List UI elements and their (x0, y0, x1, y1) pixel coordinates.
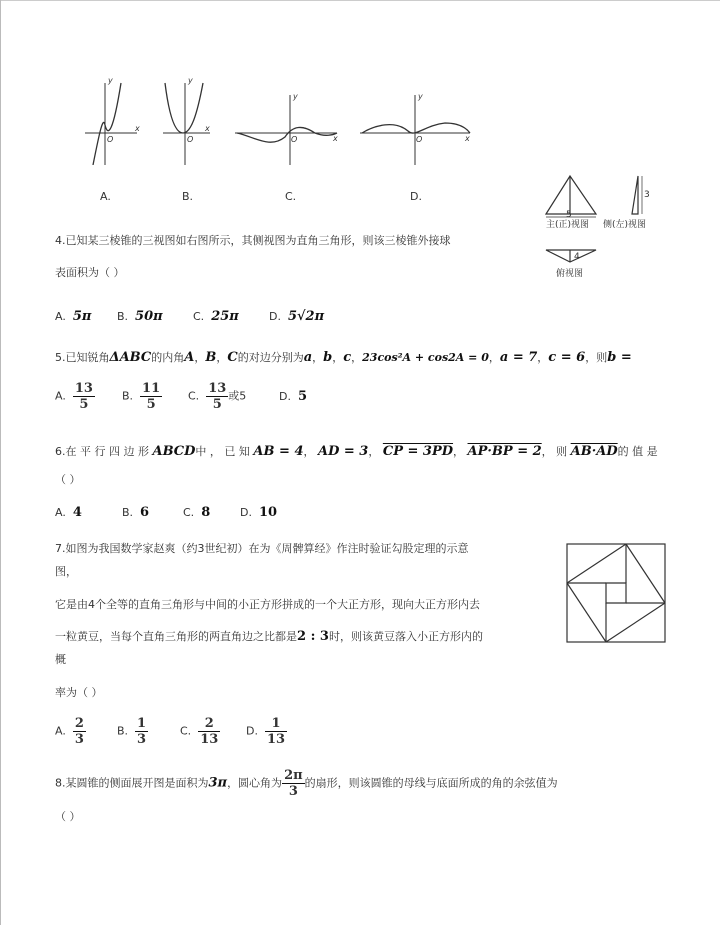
option-fraction: $\frac{2}{3}$ (74, 716, 84, 747)
q4-line1: 4.已知某三棱锥的三视图如右图所示，其侧视图为直角三角形，则该三棱锥外接球 (55, 234, 451, 247)
q5-equation: 23cos²A + cos2A = 0 (362, 351, 489, 364)
option-key: D. (246, 724, 258, 738)
q5-option-a[interactable] (55, 381, 95, 412)
option-value: 25π (211, 309, 239, 324)
option-value: 5 (297, 389, 308, 404)
q8-angle-fraction: $\frac{2\pi}{3}$ (284, 768, 303, 799)
option-fraction: $\frac{1}{3}$ (137, 716, 147, 747)
q7-option-c[interactable] (180, 716, 220, 747)
q5-side-c: c (343, 350, 352, 365)
option-value: 5π (72, 309, 92, 324)
q5-text: 的内角 (151, 351, 185, 364)
q6-text: 6.在 平 行 四 边 形 (55, 445, 149, 458)
q6-option-d[interactable] (240, 505, 277, 520)
q7-line1: 7.如图为我国数学家赵爽（约3世纪初）在为《周髀算经》作注时验证勾股定理的示意 (55, 542, 469, 555)
q6-paren: （ ） (55, 473, 81, 486)
q4-option-c[interactable] (193, 309, 239, 324)
q5-side-a: a (303, 350, 313, 365)
dim-label-4: 4 (574, 252, 580, 262)
q4-option-b[interactable] (117, 309, 163, 324)
q7-text: 时，则该黄豆落入小正方形内的 (328, 630, 483, 643)
q6-vector-cp: CP = 3PD (382, 444, 454, 459)
option-key: D. (269, 310, 281, 323)
svg-text:x: x (333, 134, 338, 143)
q7-option-d[interactable] (246, 716, 287, 747)
q8-paren: （ ） (55, 810, 81, 823)
svg-text:x: x (205, 124, 210, 133)
q5-c-value: c = 6 (548, 350, 586, 365)
q6-parallelogram: ABCD (152, 444, 196, 459)
option-key: D. (279, 390, 291, 403)
svg-text:y: y (293, 92, 298, 101)
graph-label-a: A. (100, 190, 111, 203)
q5-then: ，则 (585, 351, 608, 364)
q5-angle-c: C (227, 350, 238, 365)
option-value: 4 (72, 505, 82, 520)
q7-text: 一粒黄豆，当每个直角三角形的两直角边之比都是 (55, 630, 297, 643)
option-key: B. (122, 506, 134, 519)
q5-side-b: b (323, 350, 333, 365)
page-border-left (0, 0, 1, 925)
q5-option-b[interactable] (122, 381, 162, 412)
svg-text:O: O (416, 135, 423, 144)
top-view-label: 俯视图 (556, 269, 584, 279)
svg-text:y: y (108, 76, 113, 85)
q7-option-a[interactable] (55, 716, 86, 747)
option-fraction: $\frac{13}{5}$ (74, 381, 93, 412)
q7-line3: 它是由4个全等的直角三角形与中间的小正方形拼成的一个大正方形，现向大正方形内去 (55, 598, 480, 611)
q5-option-d[interactable] (279, 389, 307, 404)
option-key: A. (55, 310, 66, 323)
q4-line2: 表面积为（ ） (55, 266, 125, 279)
q8-text: ，圆心角为 (227, 776, 283, 790)
q7-line6: 率为（ ） (55, 686, 103, 699)
q6-stem: 6.在 平 行 四 边 形 ABCD中 ， 已 知 AB = 4， AD = 3， CP = 3PD， AP·BP = 2， 则 AB·AD的 值 是 (55, 444, 658, 459)
q5-angle-b: B (205, 350, 217, 365)
option-value: 8 (201, 505, 211, 520)
graph-label-c: C. (285, 190, 297, 203)
svg-text:y: y (188, 76, 193, 85)
option-value: 10 (258, 505, 278, 520)
graph-label-b: B. (182, 190, 194, 203)
q5-comma: ， (488, 351, 500, 364)
option-key: D. (240, 506, 252, 519)
option-value: 50π (135, 309, 163, 324)
q5-a-value: a = 7 (499, 350, 538, 365)
q6-dot-product: AP·BP = 2 (467, 444, 542, 459)
graph-label-d: D. (410, 190, 422, 203)
q4-option-a[interactable] (55, 309, 91, 324)
q5-angle-a: A (184, 350, 195, 365)
option-key: C. (188, 389, 200, 403)
option-key: B. (117, 724, 129, 738)
function-graphs (75, 75, 475, 165)
svg-text:x: x (465, 134, 470, 143)
svg-text:x: x (135, 124, 140, 133)
side-view-label: 侧(左)视图 (603, 220, 647, 230)
option-value: 6 (140, 505, 150, 520)
q6-option-a[interactable] (55, 505, 82, 520)
q5-text: 的对边分别为 (237, 351, 304, 364)
option-key: C. (180, 724, 192, 738)
svg-text:y: y (418, 92, 423, 101)
option-key: A. (55, 506, 66, 519)
q8-stem (55, 768, 558, 799)
svg-text:O: O (107, 135, 114, 144)
q5-triangle: ΔABC (109, 350, 152, 365)
page-border-top (0, 0, 720, 1)
q6-then: ， 则 (541, 445, 568, 458)
q6-ask: AB·AD (570, 444, 618, 459)
q7-line5: 概 (55, 653, 66, 666)
q5-comma: ， (537, 351, 549, 364)
option-fraction: $\frac{2}{13}$ (200, 716, 219, 747)
q4-option-d[interactable] (269, 309, 324, 324)
front-view-label: 主(正)视图 (546, 220, 590, 230)
q5-b-ask: b = (607, 350, 632, 365)
zhao-shuang-diagram (566, 543, 666, 643)
q6-text: 中 ， 已 知 (195, 445, 250, 458)
q6-tail: 的 值 是 (617, 445, 658, 458)
option-fraction: $\frac{11}{5}$ (142, 381, 161, 412)
q5-option-c[interactable] (188, 381, 246, 412)
option-fraction: $\frac{1}{13}$ (266, 716, 286, 747)
option-tail: 或5 (228, 389, 247, 403)
svg-text:O: O (187, 135, 194, 144)
option-key: B. (122, 389, 134, 403)
q7-ratio: 2 : 3 (297, 629, 329, 644)
q8-text: 8.某圆锥的侧面展开图是面积为 (55, 776, 209, 790)
q5-text: 5.已知锐角 (55, 351, 110, 364)
q8-text: 的扇形，则该圆锥的母线与底面所成的角的余弦值为 (304, 776, 558, 790)
dim-label-3: 3 (644, 190, 650, 200)
option-key: A. (55, 724, 66, 738)
option-key: C. (183, 506, 195, 519)
option-key: A. (55, 389, 66, 403)
q7-line2: 图， (55, 565, 77, 578)
dim-label-5: 5 (566, 210, 572, 220)
q7-line4 (55, 628, 483, 644)
q7-option-b[interactable] (117, 716, 148, 747)
option-value: 5√2π (287, 309, 325, 324)
q6-ab: AB = 4 (253, 444, 304, 459)
q8-area: 3π (208, 775, 228, 791)
q6-ad: AD = 3 (318, 444, 369, 459)
q6-option-c[interactable] (183, 505, 210, 520)
option-key: C. (193, 310, 205, 323)
svg-text:O: O (291, 135, 298, 144)
option-fraction: $\frac{13}{5}$ (208, 381, 227, 412)
option-key: B. (117, 310, 129, 323)
q6-option-b[interactable] (122, 505, 149, 520)
q5-stem: 5.已知锐角ΔABC的内角A，B，C的对边分别为a，b，c，23cos²A + cos2A = 0，a = 7，c = 6，则b = (55, 350, 632, 365)
